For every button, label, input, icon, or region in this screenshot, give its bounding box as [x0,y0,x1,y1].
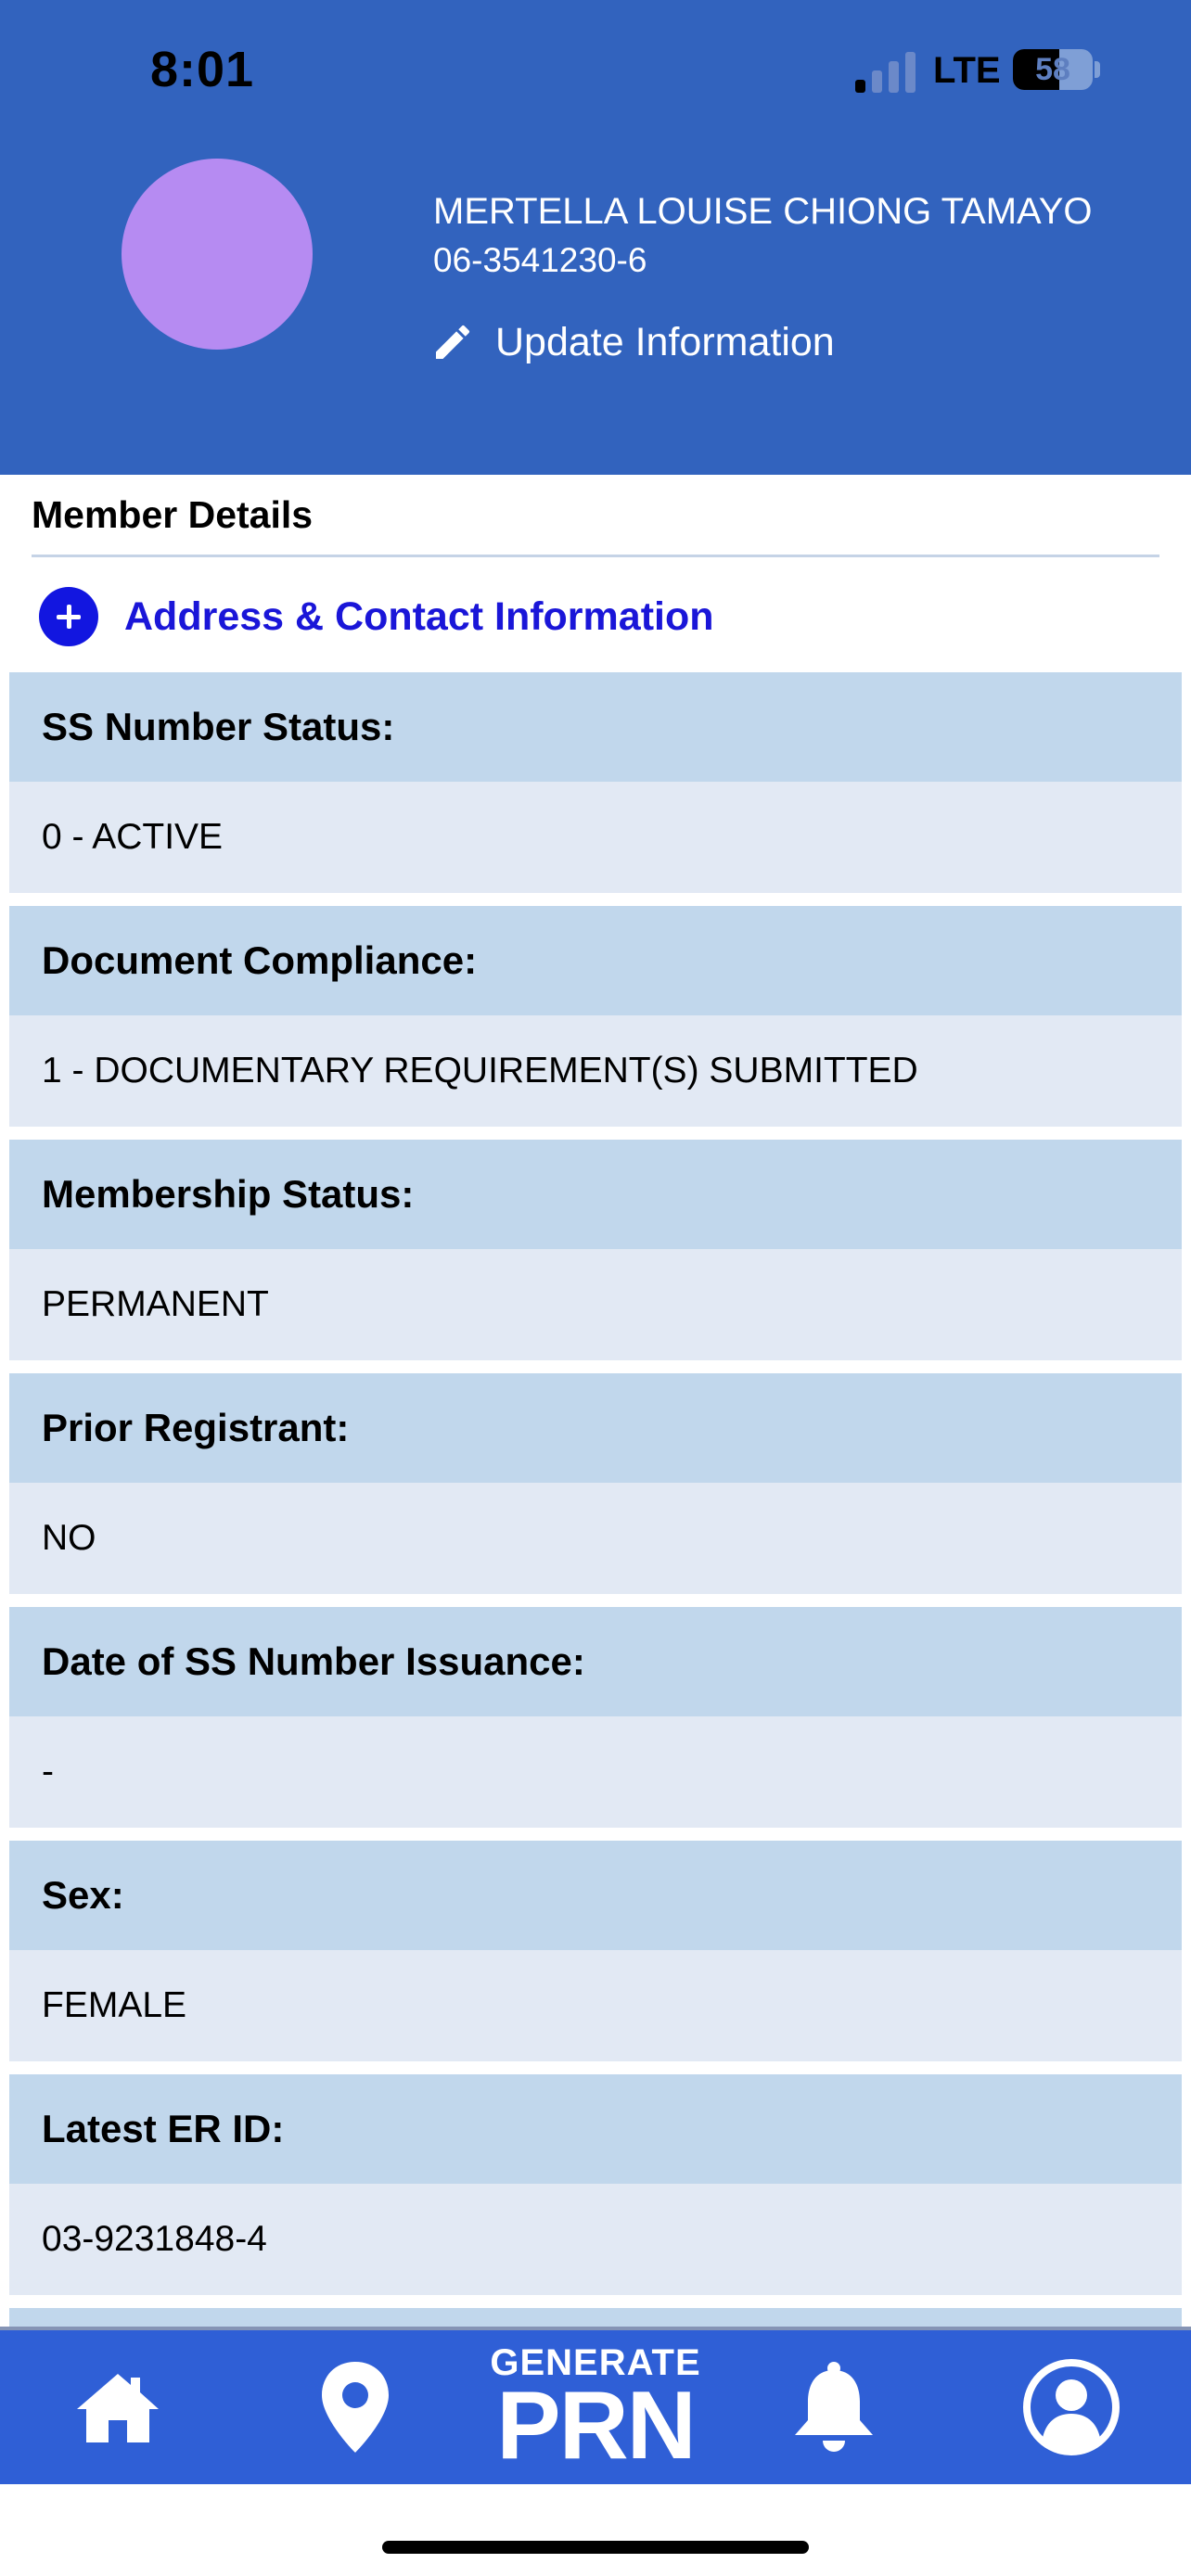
detail-card [9,906,1182,1127]
detail-label: Date of SS Number Issuance: [9,1607,1182,1716]
detail-card [9,1607,1182,1828]
profile-header [0,0,1191,475]
bottom-nav [0,2327,1191,2484]
detail-card [9,2074,1182,2295]
detail-label: Membership Status: [9,1140,1182,1249]
nav-notifications[interactable] [774,2330,894,2484]
battery-icon [1013,49,1093,90]
detail-value: FEMALE [9,1950,1182,2061]
detail-value: 03-9231848-4 [9,2184,1182,2295]
detail-card [9,1140,1182,1360]
bell-icon [788,2359,880,2455]
detail-value: 0 - ACTIVE [9,782,1182,893]
detail-value: PERMANENT [9,1249,1182,1360]
address-contact-label: Address & Contact Information [124,593,714,639]
detail-value: NO [9,1483,1182,1594]
home-icon [73,2368,162,2446]
pencil-icon [430,320,475,364]
nav-profile[interactable] [1011,2330,1132,2484]
status-time: 8:01 [150,42,255,97]
member-ss-number: 06-3541230-6 [433,241,647,279]
detail-label: Document Compliance: [9,906,1182,1015]
member-details-list[interactable] [9,672,1182,2327]
update-information-label: Update Information [495,319,835,364]
address-contact-toggle[interactable] [39,586,714,647]
generate-prn-button[interactable] [466,2330,725,2484]
detail-label: Latest ER ID: [9,2074,1182,2184]
network-type: LTE [933,50,1001,91]
nav-home[interactable] [58,2330,178,2484]
battery-cap [1095,61,1100,78]
generate-prn-main-label: PRN [496,2372,695,2480]
detail-label: Sex: [9,1841,1182,1950]
detail-label: SS Number Status: [9,672,1182,782]
section-title: Member Details [32,493,314,536]
battery-level: 58 [1035,52,1070,87]
divider [32,555,1159,557]
nav-location[interactable] [295,2330,416,2484]
user-circle-icon [1022,2358,1121,2456]
detail-label: Prior Registrant: [9,1373,1182,1483]
avatar[interactable] [122,159,313,350]
plus-circle-icon [39,587,98,646]
detail-value: 1 - DOCUMENTARY REQUIREMENT(S) SUBMITTED [9,1015,1182,1127]
detail-card [9,672,1182,893]
detail-card [9,1841,1182,2061]
generate-prn-top-label: GENERATE [490,2342,701,2383]
member-name: MERTELLA LOUISE CHIONG TAMAYO [433,191,1093,232]
update-information-button[interactable] [430,310,835,375]
detail-value: - [9,1716,1182,1828]
home-indicator[interactable] [382,2541,809,2554]
detail-card-partial [9,2308,1182,2327]
detail-label-partial [9,2308,1182,2327]
location-pin-icon [319,2360,391,2455]
detail-card [9,1373,1182,1594]
signal-strength-icon [855,48,920,93]
